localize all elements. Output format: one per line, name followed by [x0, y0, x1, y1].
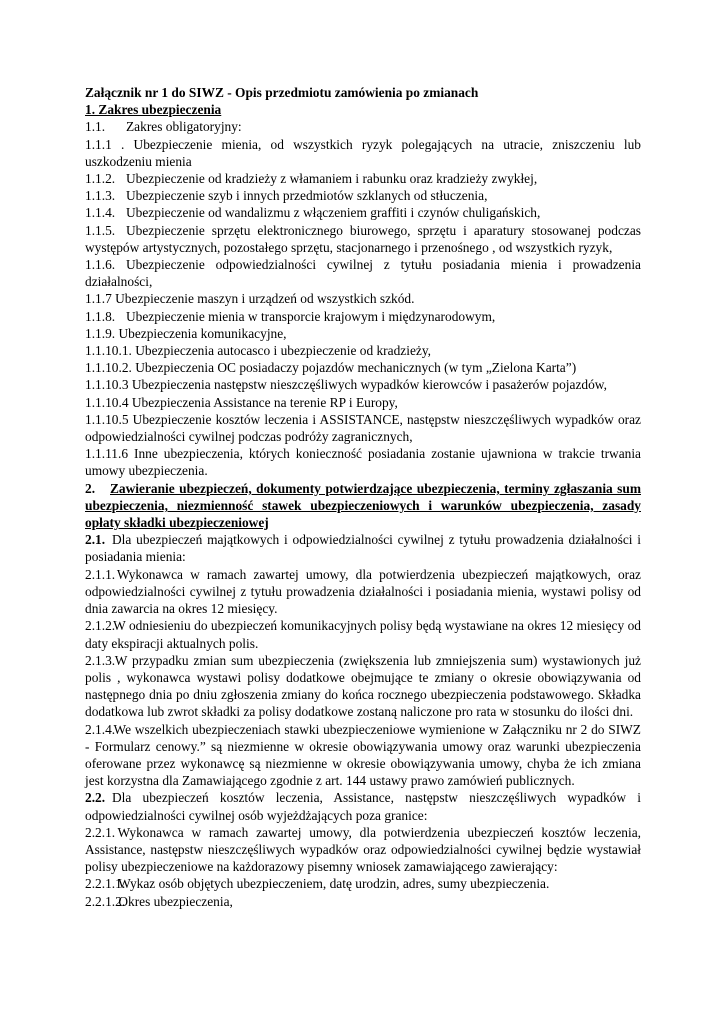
item-number: 2.1. — [85, 532, 106, 548]
item-number: 2.1.1. — [85, 566, 116, 582]
item-1-1-10-2: 1.1.10.2. Ubezpieczenia OC posiadaczy pojazdów mechanicznych (w tym „Zielona Karta”) — [85, 360, 577, 376]
item-text: Dla ubezpieczeń majątkowych i odpowiedzialności cywilnej z tytułu prowadzenia działalności i posiadania mienia: — [85, 532, 641, 565]
item-number: 1.1.8. — [85, 308, 116, 324]
item-1-1-1: 1.1.1 . Ubezpieczenie mienia, od wszystkich ryzyk polegających na utracie, zniszczeniu lub uszkodzeniu mienia — [85, 136, 641, 169]
item-text: Ubezpieczenie mienia w transporcie krajowym i międzynarodowym, — [126, 308, 496, 324]
item-number: 1.1.2. — [85, 171, 116, 187]
item-text: Ubezpieczenie od wandalizmu z włączeniem graffiti i czynów chuligańskich, — [126, 205, 541, 221]
item-1-1-11-6: 1.1.11.6 Inne ubezpieczenia, których konieczność posiadania zostanie ujawniona w trakcie trwania umowy ubezpieczenia. — [85, 446, 641, 479]
item-text: Ubezpieczenie sprzętu elektronicznego biurowego, sprzętu i aparatury stosowanej podczas występów artystycznych, pozostałego sprzętu, stacjonarnego i przenośnego , od wszystkich ryzyk, — [85, 222, 641, 255]
item-1-1-10-4: 1.1.10.4 Ubezpieczenia Assistance na terenie RP i Europy, — [85, 394, 398, 410]
item-number: 2.1.4. — [85, 721, 116, 737]
item-number: 2.2.1. — [85, 824, 116, 840]
item-2-2-1 — [85, 824, 641, 876]
section-number: 2. — [85, 480, 96, 496]
item-text: Ubezpieczenie od kradzieży z włamaniem i rabunku oraz kradzieży zwykłej, — [126, 171, 538, 187]
item-1-1-5 — [85, 222, 641, 256]
item-text: Wykaz osób objętych ubezpieczeniem, datę urodzin, adres, sumy ubezpieczenia. — [118, 876, 550, 892]
section-1-heading: 1. Zakres ubezpieczenia — [85, 102, 222, 118]
item-text: Wykonawca w ramach zawartej umowy, dla potwierdzenia ubezpieczeń kosztów leczenia, Assistance, następstw nieszczęśliwych wypadków oraz odpowiedzialności cywilnej będzie wystawiał polisy ubezpieczeniowe na każdorazowy pisemny wniosek zamawiającego zawierający: — [85, 824, 641, 875]
item-1-1-10-1: 1.1.10.1. Ubezpieczenia autocasco i ubezpieczenie od kradzieży, — [85, 343, 431, 359]
item-number: 1.1.5. — [85, 222, 116, 238]
item-1-1 — [85, 118, 641, 135]
item-number: 1.1.6. — [85, 257, 116, 273]
item-2-2 — [85, 789, 641, 823]
item-2-1 — [85, 531, 641, 565]
item-text: W przypadku zmian sum ubezpieczenia (zwiększenia lub zmniejszenia sum) wystawionych już polis , wykonawca wystawi polisy dodatkowe obejmujące te zmiany o okresie obowiązywania od następnego dnia po dniu zgłoszenia zmiany do końca rocznego ubezpieczenia podstawowego. Składka dodatkowa lub zwrot składki za polisy dodatkowe zostaną naliczone pro rata w stosunku do ilości dni. — [85, 652, 642, 720]
item-number: 1.1.4. — [85, 205, 116, 221]
item-text: Wykonawca w ramach zawartej umowy, dla potwierdzenia ubezpieczeń majątkowych, oraz odpowiedzialności cywilnej z tytułu prowadzenia działalności i posiadania mienia, wystawi polisy od dnia zawarcia na okres 12 miesięcy. — [85, 566, 641, 617]
item-number: 2.1.3. — [85, 652, 116, 668]
item-number: 1.1.3. — [85, 188, 116, 204]
section-2-heading — [85, 480, 641, 532]
item-text: Okres ubezpieczenia, — [118, 893, 233, 909]
item-text: We wszelkich ubezpieczeniach stawki ubezpieczeniowe wymienione w Załączniku nr 2 do SIWZ - Formularz cenowy.” są niezmienne w okresie obowiązywania umowy oraz warunki ubezpieczenia oferowane przez wykonawcę są niezmienne w okresie obowiązywania umowy, chyba że ich zmiana jest korzystna dla Zamawiającego zgodnie z art. 144 ustawy prawo zamówień publicznych. — [85, 721, 641, 789]
item-1-1-7: 1.1.7 Ubezpieczenie maszyn i urządzeń od wszystkich szkód. — [85, 291, 415, 307]
item-2-1-1 — [85, 566, 641, 618]
item-text: Dla ubezpieczeń kosztów leczenia, Assistance, następstw nieszczęśliwych wypadków i odpowiedzialności cywilnej osób wyjeżdżających poza granice: — [85, 790, 641, 823]
item-2-1-4 — [85, 721, 641, 790]
item-text: Ubezpieczenie szyb i innych przedmiotów szklanych od stłuczenia, — [126, 188, 488, 204]
document-page — [85, 84, 641, 910]
item-number: 2.1.2. — [85, 618, 116, 634]
item-1-1-10-5: 1.1.10.5 Ubezpieczenie kosztów leczenia i ASSISTANCE, następstw nieszczęśliwych wypadków oraz odpowiedzialności cywilnej podczas podróży zagranicznych, — [85, 411, 641, 445]
item-number: 2.2.1.1. — [85, 876, 126, 892]
item-1-1-3 — [85, 187, 641, 204]
item-2-2-1-2 — [85, 893, 641, 910]
item-number: 2.2.1.2. — [85, 893, 126, 909]
item-1-1-4 — [85, 204, 641, 221]
section-title: Zawieranie ubezpieczeń, dokumenty potwierdzające ubezpieczenia, terminy zgłaszania sum ubezpieczenia, niezmienność stawek ubezpieczeniowych i warunków ubezpieczenia, zasady opłaty składki ubezpieczeniowej — [85, 480, 641, 531]
item-1-1-6 — [85, 256, 641, 290]
item-text: Ubezpieczenie odpowiedzialności cywilnej z tytułu posiadania mienia i prowadzenia działalności, — [85, 257, 641, 290]
item-1-1-9: 1.1.9. Ubezpieczenia komunikacyjne, — [85, 325, 287, 341]
item-2-2-1-1 — [85, 875, 641, 892]
item-2-1-2 — [85, 617, 641, 651]
item-number: 2.2. — [85, 790, 106, 806]
item-2-1-3 — [85, 652, 641, 721]
document-title: Załącznik nr 1 do SIWZ - Opis przedmiotu zamówienia po zmianach — [85, 85, 479, 100]
item-1-1-8 — [85, 308, 641, 325]
item-text: W odniesieniu do ubezpieczeń komunikacyjnych polisy będą wystawiane na okres 12 miesięcy od daty ekspiracji aktualnych polis. — [85, 618, 641, 651]
item-1-1-10-3: 1.1.10.3 Ubezpieczenia następstw nieszczęśliwych wypadków kierowców i pasażerów pojazdów, — [85, 377, 607, 393]
item-1-1-2 — [85, 170, 641, 187]
item-text: Zakres obligatoryjny: — [126, 119, 242, 135]
item-number: 1.1. — [85, 119, 106, 135]
